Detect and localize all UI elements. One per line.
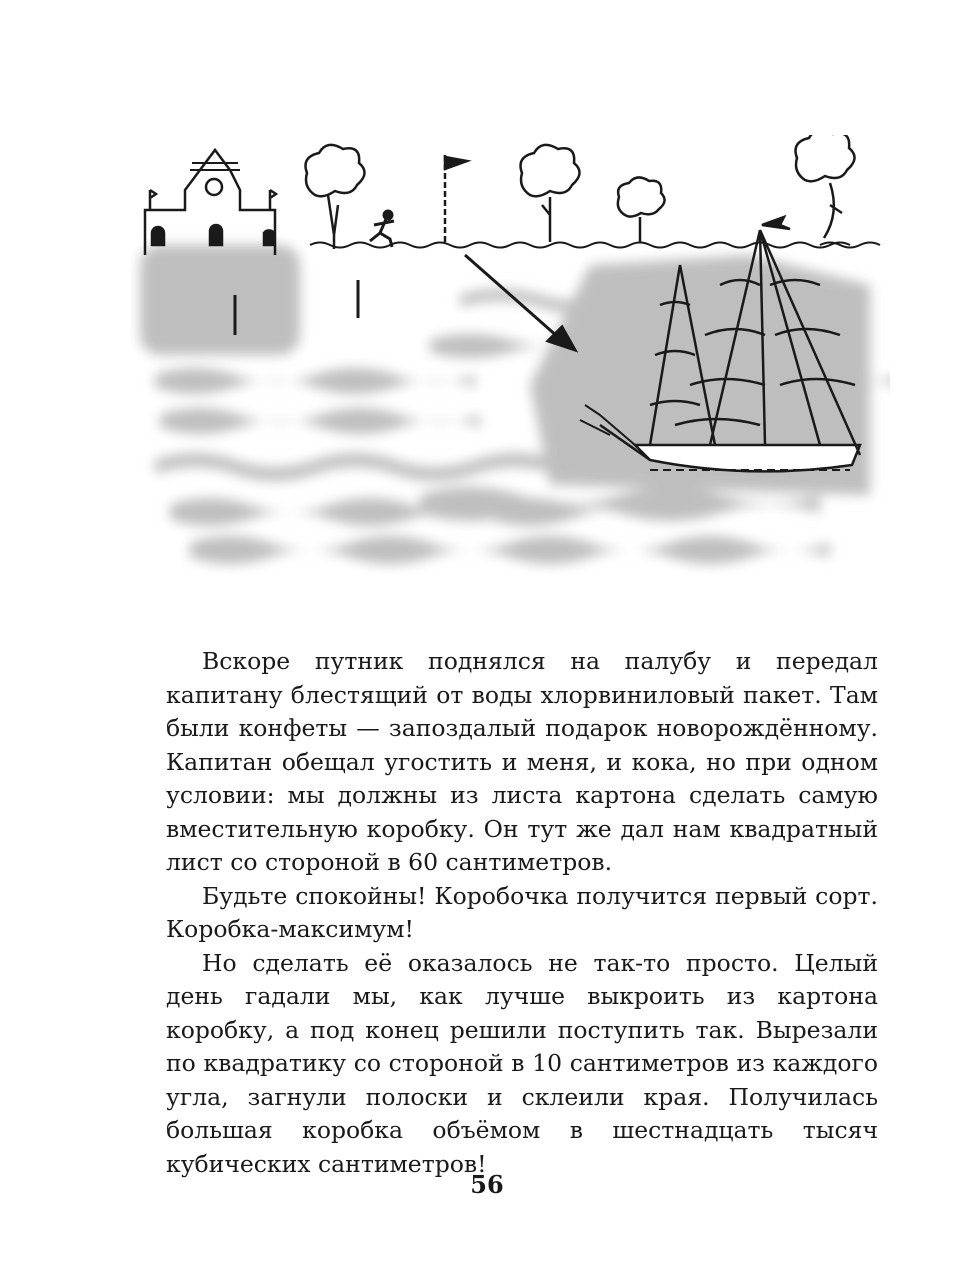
paragraph-1: Вскоре путник поднялся на палубу и передал капитану блестящий от воды хлорвиниловый пакет. Там были конфеты — запоздалый подарок новорождённому. Капитан обещал угостить и меня, и кока, но при одном условии: мы должны из листа картона сделать самую вместительную коробку. Он тут же дал нам квадратный лист со стороной в 60 сантиметров.: [166, 647, 878, 876]
runner-icon: [370, 211, 394, 247]
page-number: 56: [470, 1170, 504, 1199]
body-text: [166, 645, 878, 1181]
paragraph-3: Но сделать её оказалось не так-то просто. Целый день гадали мы, как лучше выкроить из картона коробку, а под конец решили поступить так. Вырезали по квадратику со стороной в 10 сантиметров из каждого угла, загнули полоски и склеили края. Получилась большая коробка объёмом в шестнадцать тысяч кубических сантиметров!: [166, 948, 878, 1178]
illustration: [130, 135, 890, 575]
flag-icon: [445, 155, 467, 245]
paragraph-2: Будьте спокойны! Коробочка получится первый сорт. Коробка-максимум!: [166, 881, 878, 943]
tree-icon: [306, 135, 855, 249]
